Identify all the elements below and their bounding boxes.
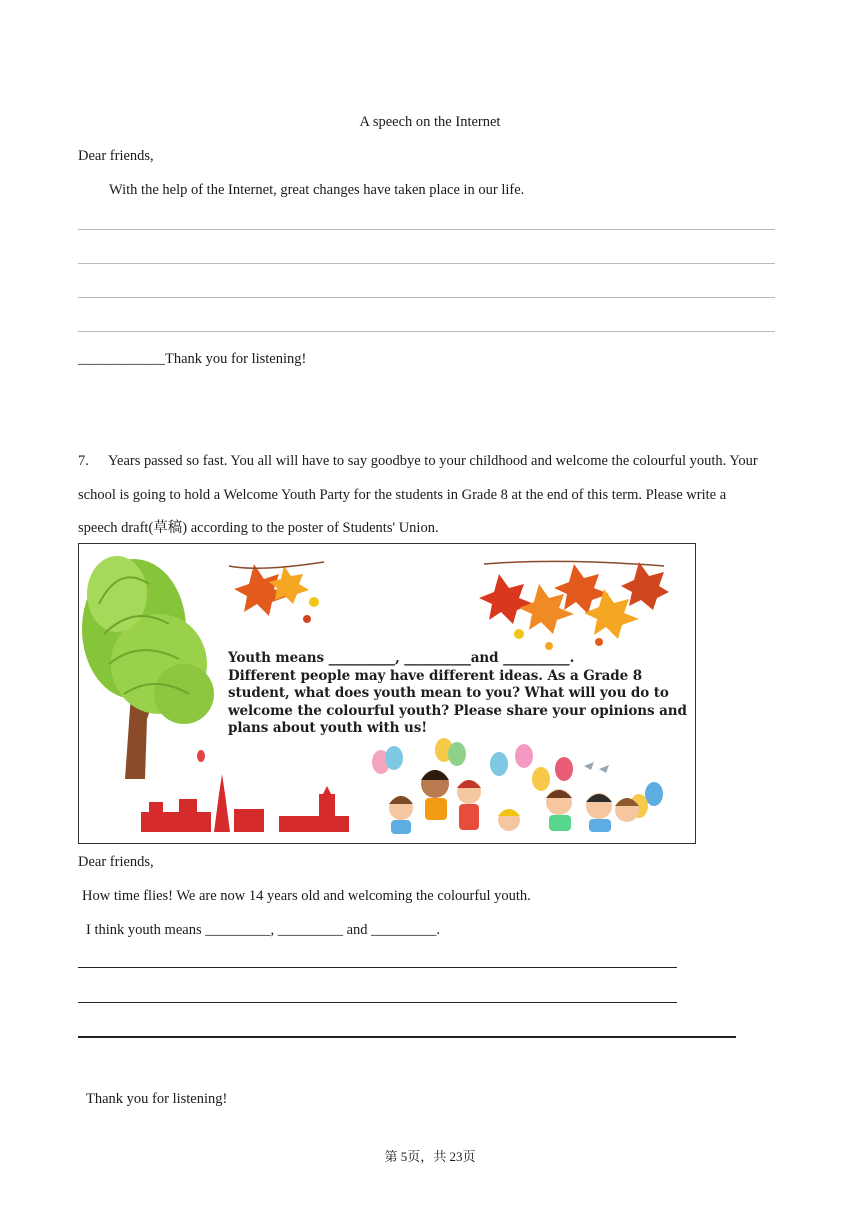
- autumn-leaves-left: [229, 562, 324, 623]
- writing-line[interactable]: [78, 263, 775, 264]
- opening-sentence: With the help of the Internet, great changes have taken place in our life.: [109, 182, 525, 198]
- writing-line[interactable]: [78, 229, 775, 230]
- writing-line[interactable]: [78, 331, 775, 332]
- poster-line: Different people may have different ideas. As a Grade 8: [228, 667, 643, 684]
- poster-line: plans about youth with us!: [228, 720, 428, 736]
- speech-line-1: How time flies! We are now 14 years old and welcoming the colourful youth.: [82, 888, 531, 904]
- tree-illustration: [82, 556, 214, 779]
- question-prompt-line: speech draft(草稿) according to the poster of Students' Union.: [78, 520, 439, 536]
- question-number: 7.: [78, 453, 89, 469]
- city-skyline-illustration: [141, 750, 349, 832]
- greeting: Dear friends,: [78, 854, 154, 870]
- children-illustration: [389, 762, 639, 834]
- question-prompt-line: school is going to hold a Welcome Youth Party for the students in Grade 8 at the end of this term. Please write a: [78, 487, 727, 503]
- writing-line[interactable]: [78, 1036, 736, 1038]
- closing-line: [78, 350, 306, 368]
- writing-line[interactable]: [78, 967, 677, 968]
- greeting: Dear friends,: [78, 148, 154, 164]
- poster-message: [228, 650, 687, 738]
- closing-text: Thank you for listening!: [165, 351, 307, 367]
- poster-line: student, what does youth mean to you? What will you do to: [228, 685, 669, 701]
- page-number: 第 5页，共 23页: [384, 1149, 476, 1164]
- closing-text: Thank you for listening!: [86, 1091, 228, 1107]
- poster-line: Youth means __________, __________and __________.: [228, 650, 575, 666]
- question-prompt-line: Years passed so fast. You all will have to say goodbye to your childhood and welcome the colourful youth. Your: [108, 453, 758, 469]
- writing-line[interactable]: [78, 297, 775, 298]
- speech-line-2: I think youth means _________, _________ and _________.: [86, 922, 441, 938]
- closing-blank[interactable]: ____________: [78, 351, 165, 367]
- autumn-leaves-right: [479, 561, 669, 650]
- students-union-poster: [78, 543, 696, 844]
- speech-title: A speech on the Internet: [359, 114, 501, 130]
- writing-line[interactable]: [78, 1002, 677, 1003]
- poster-line: welcome the colourful youth? Please share your opinions and: [228, 702, 687, 719]
